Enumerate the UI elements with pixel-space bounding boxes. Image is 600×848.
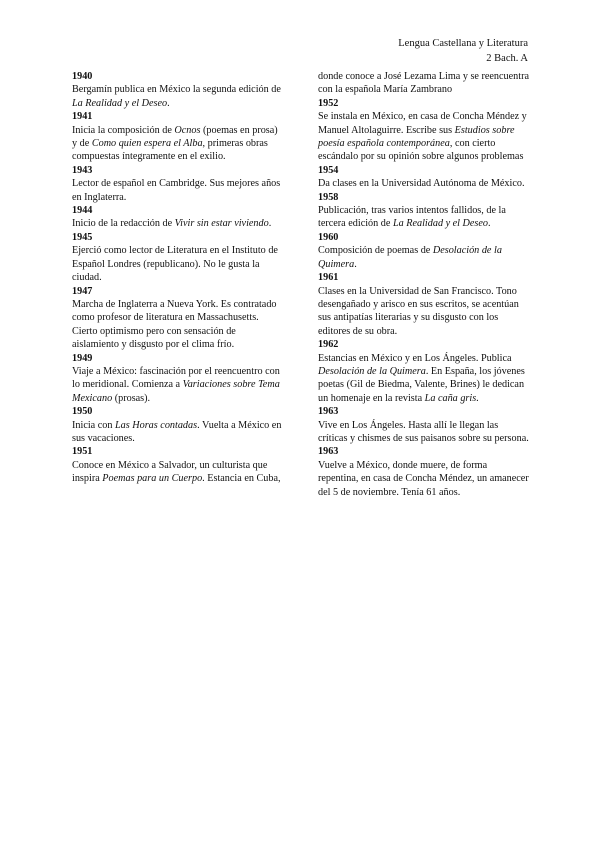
- text-segment: , primeras obras compuestas íntegramente en el exilio.: [72, 138, 268, 163]
- header-subject: Lengua Castellana y Literatura: [398, 38, 528, 49]
- entry-year: 1963: [318, 406, 339, 418]
- work-title: La Realidad y el Deseo: [392, 218, 489, 230]
- text-segment: donde conoce a José Lezama Lima y se reencuentra con la española María Zambrano: [318, 71, 530, 96]
- entry-text: [318, 110, 530, 164]
- entry-text: [72, 298, 284, 352]
- timeline-entry: [318, 231, 530, 271]
- entry-year: 1951: [72, 446, 93, 458]
- entry-year: 1950: [72, 406, 93, 418]
- text-segment: .: [167, 97, 170, 109]
- timeline-entry: [318, 164, 530, 191]
- work-title: La Realidad y el Deseo: [72, 97, 168, 109]
- timeline-entry: [72, 285, 284, 352]
- entry-text: [318, 352, 530, 406]
- work-title: La caña gris: [424, 392, 477, 404]
- entry-text: [318, 204, 530, 231]
- entry-year: 1952: [318, 97, 339, 109]
- text-segment: Composición de poemas de: [318, 245, 433, 257]
- entry-text: [318, 419, 530, 446]
- text-segment: Bergamín publica en México la segunda edición de: [72, 84, 281, 96]
- entry-year: 1963: [318, 446, 339, 458]
- text-segment: Ejerció como lector de Literatura en el Instituto de Español Londres (republicano). No le gusta la ciudad.: [72, 245, 278, 284]
- text-segment: Inicio de la redacción de: [72, 218, 175, 230]
- text-segment: . Vuelta a México en sus vacaciones.: [72, 419, 282, 444]
- text-segment: Vuelve a México, donde muere, de forma repentina, en casa de Concha Méndez, un amanecer del 5 de noviembre. Tenía 61 años.: [318, 459, 529, 498]
- entry-year: 1960: [318, 231, 339, 243]
- text-segment: Lector de español en Cambridge. Sus mejores años en Inglaterra.: [72, 178, 281, 203]
- timeline-entry: [72, 405, 284, 445]
- text-segment: . Estancia en Cuba,: [202, 473, 281, 485]
- timeline-entry: [318, 405, 530, 445]
- timeline-entry: [72, 110, 284, 164]
- timeline-entry: [318, 97, 530, 164]
- text-segment: Inicia con: [72, 419, 115, 431]
- timeline-entry: [72, 445, 284, 485]
- timeline-entry: [72, 70, 284, 110]
- work-title: Las Horas contadas: [115, 419, 198, 431]
- entry-year: 1961: [318, 272, 339, 284]
- timeline-entry: [318, 191, 530, 231]
- text-segment: (poemas en prosa) y de: [72, 124, 278, 150]
- text-segment: .: [488, 218, 491, 230]
- entry-text: [72, 365, 284, 405]
- text-segment: .: [354, 258, 357, 270]
- entry-year: 1944: [72, 205, 93, 217]
- timeline-entry: [318, 70, 530, 97]
- timeline-entry: [318, 445, 530, 499]
- entry-text: [72, 244, 284, 284]
- text-segment: Inicia la composición de: [72, 124, 175, 136]
- work-title: Desolación de la Quimera: [318, 245, 502, 270]
- timeline-entry: [72, 352, 284, 406]
- entry-text: [318, 244, 530, 271]
- entry-text: [72, 459, 284, 486]
- left-column: [72, 70, 284, 486]
- timeline-entry: [72, 231, 284, 285]
- text-segment: .: [476, 392, 479, 404]
- entry-text: [72, 124, 284, 164]
- entry-text: [318, 459, 530, 499]
- page-header: [398, 36, 528, 66]
- entry-year: 1945: [72, 231, 93, 243]
- text-segment: Publicación, tras varios intentos fallidos, de la tercera edición de: [318, 205, 506, 230]
- entry-year: 1954: [318, 164, 339, 176]
- entry-text: [318, 177, 530, 190]
- entry-year: 1958: [318, 191, 339, 203]
- entry-year: 1947: [72, 285, 93, 297]
- text-segment: Vive en Los Ángeles. Hasta allí le llegan las críticas y chismes de sus paisanos sobre su persona.: [318, 419, 529, 444]
- work-title: Estudios sobre poesía española contemporánea: [318, 124, 515, 150]
- text-segment: Da clases en la Universidad Autónoma de México.: [318, 178, 525, 190]
- text-segment: Estancias en México y en Los Ángeles. Publica: [318, 352, 512, 364]
- entry-text: [318, 285, 530, 339]
- entry-text: [72, 419, 284, 446]
- text-segment: Se instala en México, en casa de Concha Méndez y Manuel Altolaguirre. Escribe sus: [318, 111, 527, 136]
- entry-year: 1962: [318, 339, 339, 351]
- text-segment: Conoce en México a Salvador, un culturista que inspira: [72, 459, 268, 485]
- right-column: [318, 70, 530, 499]
- entry-year: 1943: [72, 164, 93, 176]
- work-title: Desolación de la Quimera: [318, 365, 426, 377]
- timeline-entry: [318, 271, 530, 338]
- entry-year: 1949: [72, 352, 93, 364]
- header-class: 2 Bach. A: [486, 53, 528, 64]
- work-title: Poemas para un Cuerpo: [102, 473, 203, 485]
- entry-text: [318, 70, 530, 97]
- text-segment: , con cierto escándalo por su opinión sobre algunos problemas: [318, 138, 524, 163]
- entry-year: 1940: [72, 71, 93, 82]
- work-title: Ocnos: [174, 124, 201, 136]
- work-title: Como quien espera el Alba: [91, 138, 203, 150]
- work-title: Vivir sin estar viviendo: [174, 218, 269, 230]
- text-segment: Viaje a México: fascinación por el reencuentro con lo meridional. Comienza a: [72, 365, 280, 391]
- text-segment: Clases en la Universidad de San Francisco. Tono desengañado y arisco en sus escritos, se acentúan sus antipatías literarias y su disgusto con los editores de su obra.: [318, 285, 519, 337]
- timeline-entry: [318, 338, 530, 405]
- text-segment: (prosas).: [112, 392, 151, 404]
- timeline-entry: [72, 164, 284, 204]
- entry-text: [72, 83, 284, 110]
- entry-text: [72, 217, 284, 230]
- text-segment: .: [268, 218, 272, 230]
- entry-year: 1941: [72, 111, 93, 123]
- text-segment: . En España, los jóvenes poetas (Gil de Biedma, Valente, Brines) le dedican un homenaje en la revista: [318, 365, 525, 404]
- text-segment: Marcha de Inglaterra a Nueva York. Es contratado como profesor de literatura en Massachusetts. Cierto optimismo pero con sensación de aislamiento y disgusto por el clima frío.: [72, 298, 277, 351]
- work-title: Variaciones sobre Tema Mexicano: [72, 379, 280, 404]
- entry-text: [72, 177, 284, 204]
- timeline-entry: [72, 204, 284, 231]
